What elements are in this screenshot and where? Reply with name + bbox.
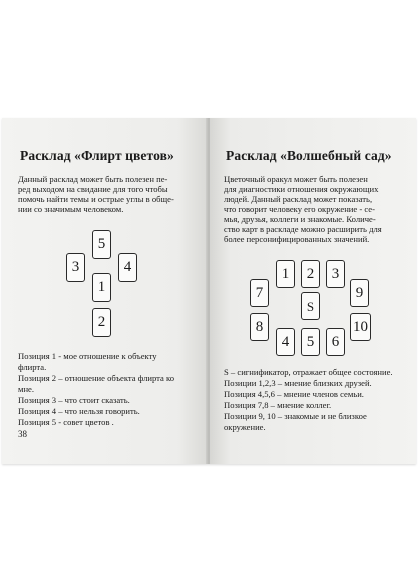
left-page-title: Расклад «Флирт цветов» — [20, 148, 174, 163]
card-8: 8 — [250, 313, 269, 341]
card-6: 6 — [326, 328, 345, 356]
position-line: Позиции 1,2,3 – мнение близких друзей. — [224, 378, 372, 388]
intro-line: более персонифицированных значений. — [224, 234, 370, 244]
card-7: 7 — [250, 279, 269, 307]
right-page — [210, 118, 416, 464]
card-2: 2 — [301, 260, 320, 288]
intro-line: помочь найти темы и острые углы в обще- — [18, 194, 174, 204]
position-line: Позиция 3 – что стоит сказать. — [18, 395, 130, 405]
intro-line: что говорит человеку его окружение - се- — [224, 204, 375, 214]
right-page-positions — [224, 367, 393, 433]
intro-line: мья, друзья, коллеги и знакомые. Количе- — [224, 214, 376, 224]
position-line: Позиция 4,5,6 – мнение членов семьи. — [224, 389, 364, 399]
position-line: флирта. — [18, 362, 47, 372]
left-page-intro — [18, 174, 174, 214]
book-spread — [2, 118, 416, 464]
intro-line: для диагностики отношения окружающих — [224, 184, 379, 194]
position-line: Позиция 2 – отношение объекта флирта ко — [18, 373, 174, 383]
position-line: Позиция 5 - совет цветов . — [18, 417, 114, 427]
intro-line: Цветочный оракул может быть полезен — [224, 174, 368, 184]
card-5: 5 — [301, 328, 320, 356]
card-s-significator: S — [301, 292, 320, 320]
card-9: 9 — [350, 279, 369, 307]
intro-line: нии со значимым человеком. — [18, 204, 124, 214]
intro-line: Данный расклад может быть полезен пе- — [18, 174, 168, 184]
intro-line: ство карт в раскладе можно расширить для — [224, 224, 382, 234]
left-page-positions — [18, 351, 174, 428]
position-line: S – сигнификатор, отражает общее состояние. — [224, 367, 393, 377]
intro-line: людей. Данный расклад может показать, — [224, 194, 373, 204]
position-line: Позиция 4 – что нельзя говорить. — [18, 406, 140, 416]
card-3: 3 — [326, 260, 345, 288]
position-line: мне. — [18, 384, 34, 394]
card-10: 10 — [350, 313, 371, 341]
page-number: 38 — [18, 429, 27, 439]
position-line: окружение. — [224, 422, 266, 432]
left-page — [2, 118, 208, 464]
position-line: Позиции 9, 10 – знакомые и не близкое — [224, 411, 367, 421]
position-line: Позиция 1 - мое отношение к объекту — [18, 351, 157, 361]
intro-line: ред выходом на свидание для того чтобы — [18, 184, 168, 194]
card-5: 5 — [92, 230, 111, 259]
card-1: 1 — [276, 260, 295, 288]
card-4: 4 — [118, 253, 137, 282]
right-page-intro — [224, 174, 382, 244]
card-2: 2 — [92, 308, 111, 337]
right-page-title: Расклад «Волшебный сад» — [226, 148, 392, 163]
card-3: 3 — [66, 253, 85, 282]
card-4: 4 — [276, 328, 295, 356]
position-line: Позиция 7,8 – мнение коллег. — [224, 400, 332, 410]
card-1: 1 — [92, 273, 111, 302]
